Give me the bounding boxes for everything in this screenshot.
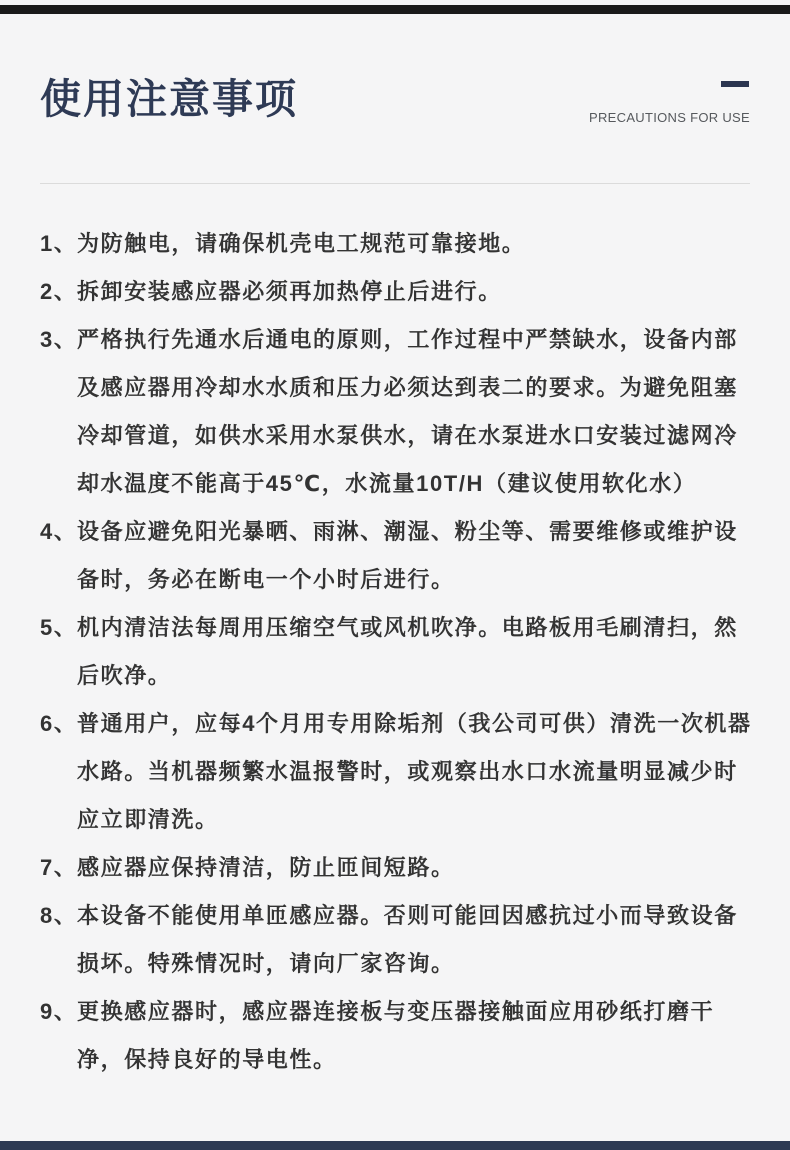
top-section-divider-bar — [0, 5, 790, 14]
item-text: 设备应避免阳光暴晒、雨淋、潮湿、粉尘等、需要维修或维护设备时，务必在断电一个小时后进行。 — [77, 519, 738, 592]
accent-dash-icon — [721, 81, 749, 87]
item-text: 普通用户，应每4个月用专用除垢剂（我公司可供）清洗一次机器水路。当机器频繁水温报警时，或观察出水口水流量明显减少时应立即清洗。 — [77, 711, 752, 832]
list-item — [40, 844, 754, 892]
item-text: 感应器应保持清洁，防止匝间短路。 — [77, 855, 455, 880]
list-item — [40, 508, 754, 604]
list-item — [40, 220, 754, 268]
item-number: 7、 — [40, 855, 78, 880]
list-item — [40, 268, 754, 316]
item-number: 4、 — [40, 519, 78, 544]
item-text: 更换感应器时，感应器连接板与变压器接触面应用砂纸打磨干净，保持良好的导电性。 — [77, 999, 715, 1072]
item-number: 9、 — [40, 999, 78, 1024]
item-number: 5、 — [40, 615, 78, 640]
item-text: 为防触电，请确保机壳电工规范可靠接地。 — [77, 231, 526, 256]
item-number: 6、 — [40, 711, 78, 736]
list-item — [40, 316, 754, 508]
item-number: 8、 — [40, 903, 78, 928]
bottom-section-divider-bar — [0, 1141, 790, 1150]
precaution-list — [40, 220, 754, 1084]
item-text: 本设备不能使用单匝感应器。否则可能回因感抗过小而导致设备损坏。特殊情况时，请向厂家咨询。 — [77, 903, 738, 976]
page-subtitle: PRECAUTIONS FOR USE — [589, 110, 750, 125]
list-item — [40, 892, 754, 988]
list-item — [40, 604, 754, 700]
list-item — [40, 988, 754, 1084]
page-title: 使用注意事项 — [40, 76, 298, 122]
item-text: 拆卸安装感应器必须再加热停止后进行。 — [77, 279, 502, 304]
item-text: 严格执行先通水后通电的原则，工作过程中严禁缺水，设备内部及感应器用冷却水水质和压力必须达到表二的要求。为避免阻塞冷却管道，如供水采用水泵供水，请在水泵进水口安装过滤网冷却水温度不能高于45℃，水流量10T/H（建议使用软化水） — [77, 327, 738, 496]
item-number: 3、 — [40, 327, 78, 352]
item-number: 1、 — [40, 231, 78, 256]
item-text: 机内清洁法每周用压缩空气或风机吹净。电路板用毛刷清扫，然后吹净。 — [77, 615, 738, 688]
header-divider — [40, 183, 750, 184]
item-number: 2、 — [40, 279, 78, 304]
list-item — [40, 700, 754, 844]
